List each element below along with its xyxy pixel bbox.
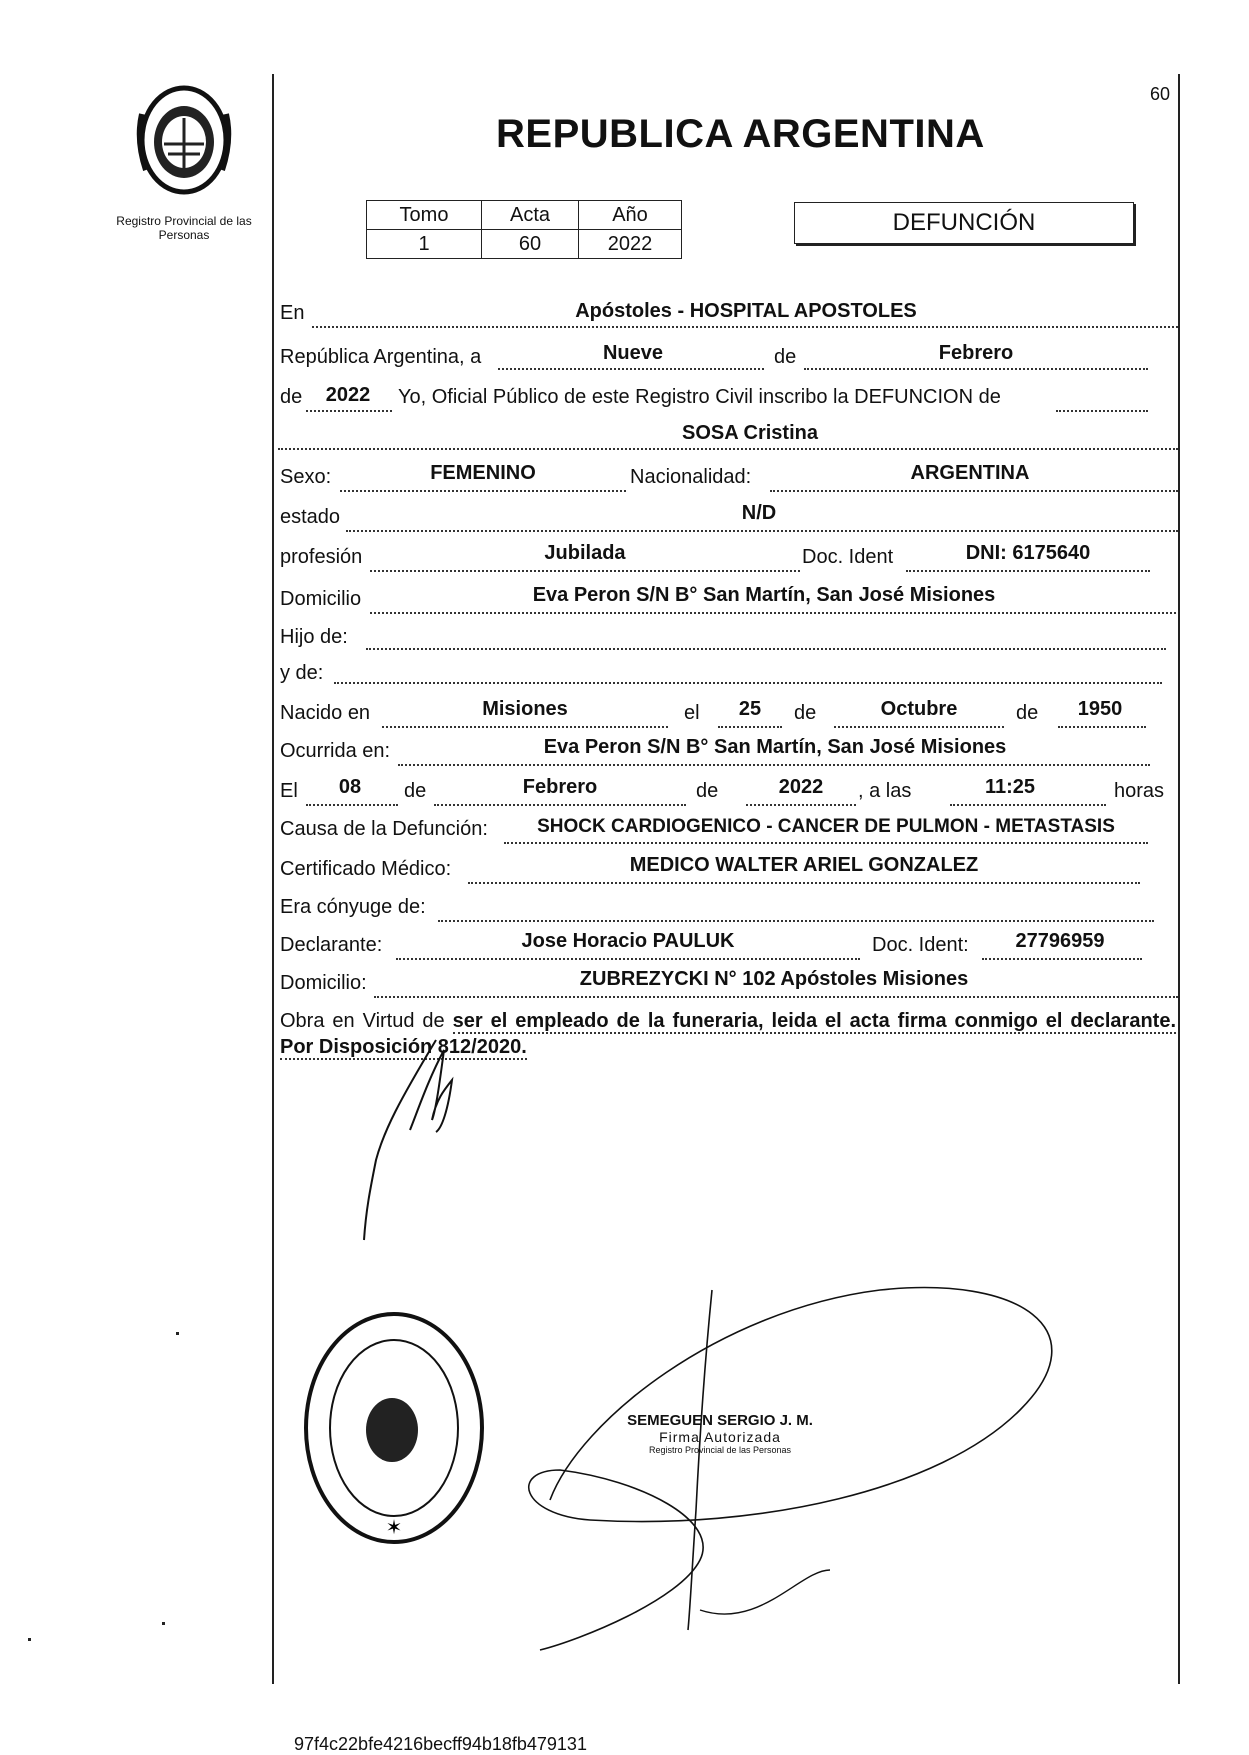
- sexo-line: [340, 490, 626, 492]
- nac-mes-value: Octubre: [880, 698, 958, 720]
- label-en: En: [280, 302, 305, 324]
- lugar-value: Apóstoles - HOSPITAL APOSTOLES: [575, 300, 917, 322]
- stray-dot: [28, 1638, 31, 1641]
- nac-dia-value: 25: [738, 698, 762, 720]
- domicilio-line: [370, 612, 1176, 614]
- declarante-line: [396, 958, 860, 960]
- causa-value: SHOCK CARDIOGENICO - CANCER DE PULMON - METASTASIS: [537, 816, 1115, 837]
- ocurrida-line: [398, 764, 1150, 766]
- nac-anio-line: [1058, 726, 1146, 728]
- def-dia-line: [306, 804, 398, 806]
- label-causa: Causa de la Defunción:: [280, 818, 488, 840]
- nombre-line: [278, 448, 1178, 450]
- nacido-line: [382, 726, 668, 728]
- doc-value: DNI: 6175640: [965, 542, 1091, 564]
- label-el: el: [684, 702, 700, 724]
- label-de3: de: [794, 702, 817, 724]
- nacionalidad-line: [770, 490, 1178, 492]
- acta-value: 60: [482, 230, 579, 259]
- label-hijo: Hijo de:: [280, 626, 348, 648]
- label-yde: y de:: [280, 662, 324, 684]
- sexo-value: FEMENINO: [430, 462, 536, 484]
- svg-text:✶: ✶: [385, 1515, 403, 1539]
- registry-table: [366, 200, 682, 259]
- label-de5: de: [404, 780, 427, 802]
- declarante-value: Jose Horacio PAULUK: [521, 930, 735, 952]
- certificado-line: [468, 882, 1140, 884]
- tomo-header: Tomo: [367, 201, 482, 230]
- label-profesion: profesión: [280, 546, 363, 568]
- lugar-line: [312, 326, 1178, 328]
- obra-text: ser el empleado de la funeraria, leida el acta firma conmigo el declarante. Por Disposición 812/2020.: [280, 1010, 1177, 1058]
- nacido-value: Misiones: [482, 698, 568, 720]
- official-signature: [500, 1270, 1080, 1660]
- declarante-signature: [340, 1020, 480, 1250]
- yde-line: [334, 682, 1162, 684]
- doc-declarante-value: 27796959: [1015, 930, 1105, 952]
- registry-name: Registro Provincial de las Personas: [116, 214, 252, 242]
- mes-line: [804, 368, 1148, 370]
- acta-header: Acta: [482, 201, 579, 230]
- estado-value: N/D: [741, 502, 777, 524]
- def-mes-line: [434, 804, 686, 806]
- domicilio-declarante-line: [374, 996, 1178, 998]
- signer-org: Registro Provincial de las Personas: [648, 1445, 792, 1455]
- mes-value: Febrero: [938, 342, 1014, 364]
- tomo-value: 1: [367, 230, 482, 259]
- def-mes-value: Febrero: [522, 776, 598, 798]
- stray-dot: [162, 1622, 165, 1625]
- label-de1: de: [774, 346, 797, 368]
- causa-line: [504, 842, 1148, 844]
- label-certificado: Certificado Médico:: [280, 858, 452, 880]
- label-alas: , a las: [858, 780, 912, 802]
- label-sexo: Sexo:: [280, 466, 332, 488]
- page-number: 60: [1150, 84, 1171, 104]
- label-nacido: Nacido en: [280, 702, 371, 724]
- label-estado: estado: [280, 506, 341, 528]
- nombre-value: SOSA Cristina: [682, 422, 818, 444]
- def-anio-value: 2022: [778, 776, 824, 798]
- hijo-line: [366, 648, 1166, 650]
- signer-role: Firma Autorizada: [659, 1429, 781, 1445]
- signer-name: SEMEGUEN SERGIO J. M.: [627, 1412, 813, 1429]
- domicilio-value: Eva Peron S/N B° San Martín, San José Misiones: [532, 584, 996, 606]
- label-ocurrida: Ocurrida en:: [280, 740, 391, 762]
- label-de2: de: [280, 386, 303, 408]
- nac-anio-value: 1950: [1077, 698, 1123, 720]
- certificado-value: MEDICO WALTER ARIEL GONZALEZ: [629, 854, 979, 876]
- def-hora-line: [950, 804, 1106, 806]
- label-domicilio: Domicilio: [280, 588, 362, 610]
- dia-line: [498, 368, 764, 370]
- ocurrida-value: Eva Peron S/N B° San Martín, San José Misiones: [543, 736, 1007, 758]
- text-tail-line: [1056, 410, 1148, 412]
- conyuge-line: [438, 920, 1154, 922]
- domicilio-declarante-value: ZUBREZYCKI N° 102 Apóstoles Misiones: [579, 968, 969, 990]
- nacionalidad-value: ARGENTINA: [910, 462, 1030, 484]
- label-horas: horas: [1114, 780, 1165, 802]
- profesion-line: [370, 570, 800, 572]
- anio-value: 2022: [579, 230, 682, 259]
- obra-prefix: Obra en Virtud de: [280, 1010, 445, 1032]
- nac-mes-line: [834, 726, 1004, 728]
- inscription-text: Yo, Oficial Público de este Registro Civil inscribo la DEFUNCION de: [398, 386, 1001, 408]
- profesion-value: Jubilada: [544, 542, 626, 564]
- label-republica: República Argentina, a: [280, 346, 482, 368]
- anio-line: [306, 410, 392, 412]
- def-hora-value: 11:25: [984, 776, 1036, 798]
- def-dia-value: 08: [338, 776, 362, 798]
- left-margin-line: [272, 74, 274, 1684]
- label-doc2: Doc. Ident:: [872, 934, 969, 956]
- document-hash: 97f4c22bfe4216becff94b18fb479131: [294, 1734, 587, 1754]
- doc-declarante-line: [982, 958, 1142, 960]
- label-nacionalidad: Nacionalidad:: [630, 466, 752, 488]
- nac-dia-line: [718, 726, 782, 728]
- right-margin-line: [1178, 74, 1180, 1684]
- def-anio-line: [746, 804, 856, 806]
- dia-value: Nueve: [602, 342, 664, 364]
- anio-value-text: 2022: [325, 384, 371, 406]
- label-conyuge: Era cónyuge de:: [280, 896, 426, 918]
- estado-line: [346, 530, 1178, 532]
- delegation-seal: [300, 1308, 488, 1548]
- doc-line: [906, 570, 1150, 572]
- label-de4: de: [1016, 702, 1039, 724]
- document-title: REPUBLICA ARGENTINA: [496, 112, 985, 156]
- label-de6: de: [696, 780, 719, 802]
- label-doc: Doc. Ident: [802, 546, 894, 568]
- stray-dot: [176, 1332, 179, 1335]
- label-domicilio2: Domicilio:: [280, 972, 367, 994]
- province-seal: [128, 84, 240, 196]
- anio-header: Año: [579, 201, 682, 230]
- label-declarante: Declarante:: [280, 934, 383, 956]
- doc-type-box: DEFUNCIÓN: [794, 202, 1134, 244]
- label-el2: El: [280, 780, 298, 802]
